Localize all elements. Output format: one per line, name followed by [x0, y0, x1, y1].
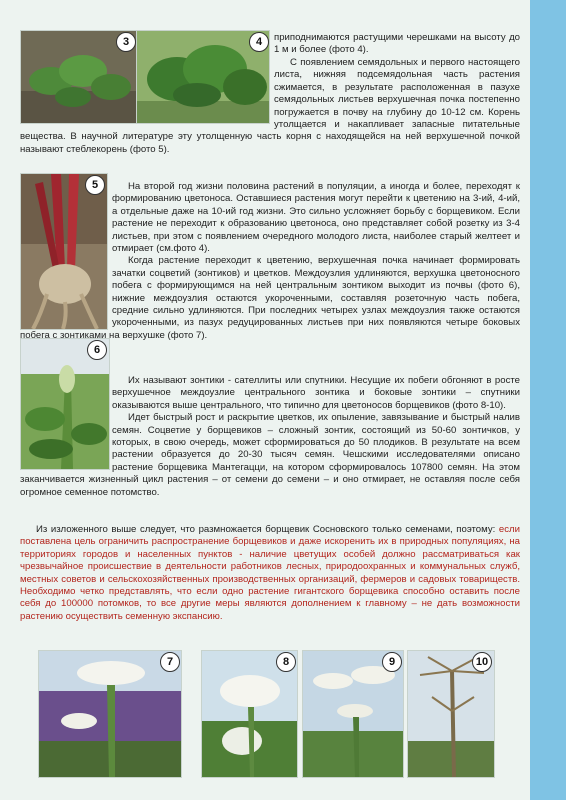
paragraph-3-block: [20, 181, 520, 342]
paragraph-3-text: На второй год жизни половина растений в популяции, а иногда и более, переходят к формированию цветоноса. Оставшиеся растения могут перейти к цветению на 3-ий, 4-ий, а отдельные даже на 10-ий год жизни. Это сильно усложняет борьбу с борщевиком. Если растение не переходит к образованию цветоноса, оно представляет собой розетку из 3-4 листьев, при этом с появлением очередного молодого листа, наиболее старый желтеет и отмирает (см.фото 4).: [112, 181, 520, 255]
photo-8-number: 8: [276, 652, 296, 672]
paragraph-5-text: Их называют зонтики - сателлиты или спутники. Несущие их побеги обгоняют в росте верхушечное междоузлие центрального зонтика и боковые зонтики – спутники оказываются выше центрального, что типично для цветоносов борщевиков (фото 8-10).: [112, 375, 520, 411]
photo-6-number: 6: [87, 340, 107, 360]
paragraph-6-text: Идет быстрый рост и раскрытие цветков, их опыление, завязывание и быстрый налив семян. Соцветие у борщевиков – сложный зонтик, состоящий из 50-60 зонтичков, у которых, в свою очередь, может сформироваться до 50 плодиков. В результате на всем растении образуется до 20-30 тысяч семян. Чешскими исследователями описано растение борщевика Мантегацци, на котором сформировалось 107800 семян. На этом заканчивается жизненный цикл растения – от семени до семени – и оно отмирает, не оставляя после себя огромное семенное потомство.: [20, 412, 520, 498]
paragraph-5-block: [20, 375, 520, 499]
paragraph-1: приподнимаются растущими черешками на высоту до 1 м и более (фото 4).: [274, 32, 520, 56]
paragraph-2-block: [20, 57, 520, 156]
photo-4-number: 4: [249, 32, 269, 52]
photo-7-image: [39, 651, 181, 777]
photo-10-number: 10: [472, 652, 492, 672]
photo-3-number: 3: [116, 32, 136, 52]
photo6-float-spacer: [20, 375, 112, 469]
photo5-float-spacer: [20, 181, 112, 328]
photo-7-number: 7: [160, 652, 180, 672]
photo-9-number: 9: [382, 652, 402, 672]
warning-text: если поставлена цель ограничить распространение борщевиков и даже искоренить их в природных популяциях, на территориях городов и населенных пунктов - наличие цветущих особей должно рассматриваться как чрезвычайное происшествие в деятельности работников лесных, природоохранных и коммунальных служб, местных советов и сельскохозяйственных производственных организаций, фермеров и садовых товариществ. Необходимо четко представлять, что если одно растение гигантского борщевика способно оставить после себя до 100000 потомков, то все другие меры являются дополнением к главному – не дать возможности растению осуществить семенную экспансию.: [20, 524, 520, 622]
right-color-band: [530, 0, 566, 800]
photo-7: [38, 650, 182, 778]
photo-5-number: 5: [85, 175, 105, 195]
conclusion-text: Из изложенного выше следует, что размножается борщевик Сосновского только семенами, поэтому:: [36, 524, 496, 535]
paragraph-7-block: [20, 524, 520, 623]
paragraph-2-text: С появлением семядольных и первого настоящего листа, нижняя подсемядольная часть растения сжимается, в результате расположенная в пазухе семядольных листьев верхушечная почка постепенно погружается в почву на глубину до 10-12 см. Корень утолщается и накапливает запасные питательные вещества. В научной литературе эту утолщенную часть корня с находящейся на ней верхушечной почкой называют стеблекорень (фото 5).: [20, 57, 520, 155]
photo-float-spacer: [20, 57, 274, 129]
paragraph-4-text: Когда растение переходит к цветению, верхушечная почка начинает формировать зачатки соцветий (зонтиков) и цветков. Междоузлия удлиняются, верхушка цветоносного побега с формирующимся на ней центральным зонтиком выходит из почвы (фото 6), нижние междоузлия остаются укороченными, составляя розеточную часть побега, средние сильно удлиняются. При последних четырех узлах междоузлия также остаются укороченными, из пазух редуцированных листьев при них появляются четыре боковых побега с зонтиками на верхушке (фото 7).: [20, 255, 520, 341]
